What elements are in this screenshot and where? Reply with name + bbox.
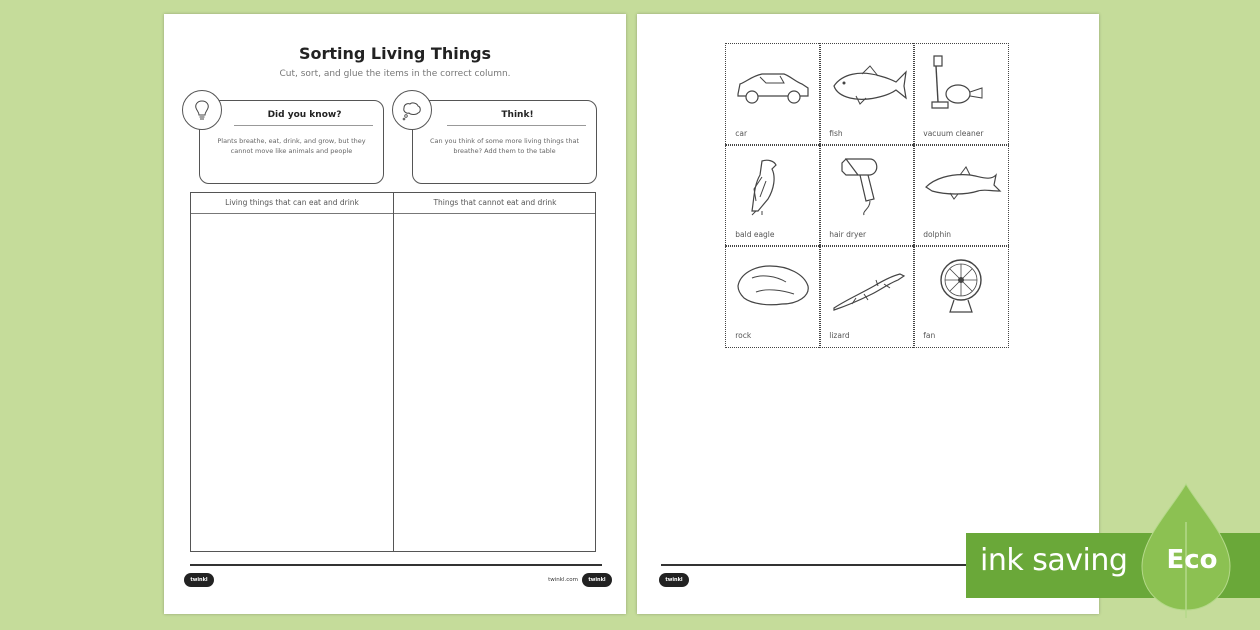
ink-saving-text: ink saving	[980, 543, 1128, 578]
dolphin-icon	[920, 153, 1002, 217]
sorting-table	[190, 192, 596, 552]
card-lizard[interactable]	[819, 245, 915, 348]
eco-label: Eco	[1166, 545, 1218, 575]
eagle-icon	[732, 153, 814, 217]
divider	[234, 125, 373, 126]
worksheet-page	[164, 14, 626, 614]
fan-icon	[920, 254, 1002, 318]
card-dolphin[interactable]	[913, 144, 1009, 247]
did-you-know-box	[199, 100, 384, 184]
vacuum-icon	[920, 52, 1002, 116]
car-icon	[732, 52, 814, 116]
rock-icon	[732, 254, 814, 318]
card-rock[interactable]	[725, 245, 821, 348]
footer-rule	[190, 564, 602, 566]
lightbulb-icon	[182, 90, 222, 130]
card-bald-eagle[interactable]	[725, 144, 821, 247]
card-label: hair dryer	[829, 229, 867, 239]
cutout-page	[637, 14, 1099, 614]
think-text: Can you think of some more living things that breathe? Add them to the table	[429, 137, 580, 155]
column-header-living: Living things that can eat and drink	[225, 198, 359, 207]
did-you-know-text: Plants breathe, eat, drink, and grow, but they cannot move like animals and people	[217, 137, 366, 155]
think-box	[412, 100, 597, 184]
did-you-know-heading: Did you know?	[267, 110, 342, 120]
card-car[interactable]	[725, 43, 821, 146]
hairdryer-icon	[826, 153, 908, 217]
card-label: fish	[829, 128, 843, 138]
card-label: lizard	[829, 330, 850, 340]
card-label: car	[735, 128, 748, 138]
card-label: rock	[735, 330, 752, 340]
footer-url: twinkl.com	[548, 577, 578, 583]
twinkl-logo: twinkl	[659, 573, 689, 587]
card-fish[interactable]	[819, 43, 915, 146]
card-label: fan	[923, 330, 936, 340]
lizard-icon	[826, 254, 908, 318]
card-fan[interactable]	[913, 245, 1009, 348]
cutout-grid	[726, 44, 1008, 347]
card-vacuum-cleaner[interactable]	[913, 43, 1009, 146]
think-heading: Think!	[501, 110, 534, 120]
worksheet-instructions: Cut, sort, and glue the items in the correct column.	[279, 69, 511, 79]
thought-bubble-icon	[392, 90, 432, 130]
divider	[447, 125, 586, 126]
card-hair-dryer[interactable]	[819, 144, 915, 247]
twinkl-logo: twinkl	[184, 573, 214, 587]
card-label: bald eagle	[735, 229, 775, 239]
card-label: vacuum cleaner	[923, 128, 984, 138]
twinkl-logo: twinkl	[582, 573, 612, 587]
column-header-nonliving: Things that cannot eat and drink	[433, 198, 557, 207]
column-divider	[393, 193, 394, 551]
fish-icon	[826, 52, 908, 116]
worksheet-title: Sorting Living Things	[298, 44, 492, 63]
card-label: dolphin	[923, 229, 952, 239]
